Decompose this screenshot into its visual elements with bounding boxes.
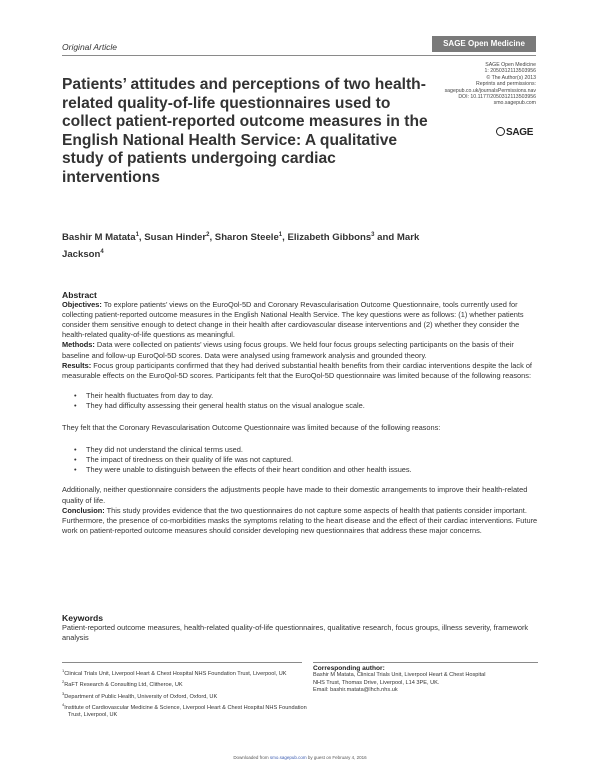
- corresponding-author: [313, 665, 538, 695]
- sage-logo-text: SAGE: [506, 127, 534, 138]
- author-list: Bashir M Matata$^1$, Susan Hinder$^2$, Sharon Steele$^1$, Elizabeth Gibbons$^3$ and Mark Jackson$^4$: [62, 232, 420, 261]
- keywords-text: Patient-reported outcome measures, health-related quality-of-life questionnaires, qualitative research, focus groups, illness severity, framework analysis: [62, 623, 529, 643]
- sage-logo-icon: [496, 127, 505, 136]
- affiliation-item: $^1$Clinical Trials Unit, Liverpool Heart & Chest Hospital NHS Foundation Trust, Liverpool, UK: [62, 668, 287, 677]
- list-item: • They did not understand the clinical terms used.: [62, 445, 538, 455]
- corresponding-author-heading: Corresponding author:: [313, 665, 385, 672]
- croq-intro: They felt that the Coronary Revascularisation Outcome Questionnaire was limited because of the following reasons:: [62, 423, 441, 433]
- abstract-methods: Methods: Data were collected on patients’ views using focus groups. We held four focus groups selecting participants on the basis of their baseline and follow-up EuroQol-5D scores. Data were analysed using framework analysis and grounded theory.: [62, 340, 514, 360]
- author-name: Mark Jackson: [62, 232, 420, 261]
- affiliation-item: $^3$Department of Public Health, University of Oxford, Oxford, UK: [62, 690, 218, 700]
- article-type: Original Article: [62, 42, 117, 52]
- affiliations-list: [62, 667, 307, 719]
- eq5d-limitations-list: [62, 391, 538, 411]
- author-name: Sharon Steele: [214, 232, 279, 244]
- footnote-divider: [62, 662, 302, 663]
- list-item: • They had difficulty assessing their general health status on the visual analogue scale.: [62, 401, 538, 411]
- abstract-additionally: Additionally, neither questionnaire considers the adjustments people have made to their domestic arrangements to improve their health-related quality of life.: [62, 485, 528, 505]
- corresponding-author-line: NHS Trust, Thomas Drive, Liverpool, L14 3PE, UK.: [313, 679, 440, 686]
- affiliation-item: $^2$RaFT Research & Consulting Ltd, Clitheroe, UK: [62, 679, 183, 689]
- author-name: Susan Hinder: [144, 232, 207, 244]
- author-affiliation-marker: 4: [100, 249, 104, 256]
- author-name: Elizabeth Gibbons: [287, 232, 372, 244]
- abstract-conclusion: Conclusion: This study provides evidence that the two questionnaires do not capture some aspects of health that patients consider important. Furthermore, the presence of co-morbidities masks the symptoms relating to the heart disease and the effect of their cardiac interventions. Future work on patient-reported outcome measures should consider developing new questionnaires that address these major concerns.: [62, 505, 538, 535]
- meta-permissions-link[interactable]: sagepub.co.uk/journalsPermissions.nav: [444, 87, 536, 94]
- affiliation-item: $^4$Institute of Cardiovascular Medicine & Science, Liverpool Heart & Chest Hospital NHS Foundation Trust, Liverpool, UK: [62, 701, 307, 719]
- article-title: Patients’ attitudes and perceptions of two health-related quality-of-life questionnaires used to collect patient-reported outcome measures in the English National Health Service: A qualitative study of patients undergoing cardiac interventions: [62, 76, 428, 186]
- meta-journal: SAGE Open Medicine: [485, 62, 536, 68]
- header-rule: [62, 55, 536, 56]
- download-source-link[interactable]: smo.sagepub.com: [269, 755, 307, 760]
- meta-reprints: Reprints and permissions:: [476, 81, 536, 88]
- author-affiliation-marker: 3: [371, 232, 375, 238]
- publication-metadata: [440, 62, 536, 107]
- list-item: • The impact of tiredness on their quality of life was not captured.: [62, 455, 538, 465]
- abstract-heading: Abstract: [62, 290, 97, 300]
- abstract-results: Results: Focus group participants confirmed that they had derived substantial health benefits from their cardiac interventions despite the lack of measurable effects on the EuroQol-5D scores. Participants felt that the EuroQol-5D questionnaire was limited because of the following reasons:: [62, 360, 532, 380]
- author-affiliation-marker: 1: [278, 232, 283, 238]
- list-item: • They were unable to distinguish between the effects of their heart condition and other health issues.: [62, 465, 538, 475]
- abstract-section: [62, 290, 538, 536]
- keywords-heading: Keywords: [62, 613, 104, 623]
- corresponding-author-email[interactable]: Email: bashir.matata@lhch.nhs.uk: [313, 687, 398, 694]
- author-name: Bashir M Matata: [62, 232, 136, 244]
- corresponding-author-line: Bashir M Matata, Clinical Trials Unit, Liverpool Heart & Chest Hospital: [313, 672, 486, 679]
- meta-article-number: 1: 2050312113503956: [484, 68, 536, 75]
- download-notice: Downloaded from smo.sagepub.com by guest on February 4, 2016: [233, 755, 367, 760]
- meta-website[interactable]: smo.sagepub.com: [493, 100, 536, 107]
- keywords-section: [62, 613, 538, 643]
- croq-limitations-list: [62, 445, 538, 475]
- list-item: • Their health fluctuates from day to day.: [62, 391, 538, 401]
- journal-badge: SAGE Open Medicine: [432, 36, 536, 52]
- correspondence-divider: [313, 662, 538, 663]
- author-affiliation-marker: 2: [206, 232, 210, 238]
- author-affiliation-marker: 1: [135, 232, 139, 238]
- abstract-objectives: Objectives: To explore patients’ views on the EuroQol-5D and Coronary Revascularisation Outcome Questionnaire, tools currently used for collecting patient-reported outcome measures in the English National Health Service. The key questions were as follows: (1) whether patients consider them sensitive enough to detect change in their health after cardiovascular disease interventions and (2) whether they consider the health-related quality-of-life questions as meaningful.: [62, 300, 524, 340]
- meta-doi[interactable]: DOI: 10.1177/2050312113503956: [458, 94, 536, 101]
- meta-copyright: © The Author(s) 2013: [486, 74, 536, 81]
- sage-logo: [496, 127, 533, 138]
